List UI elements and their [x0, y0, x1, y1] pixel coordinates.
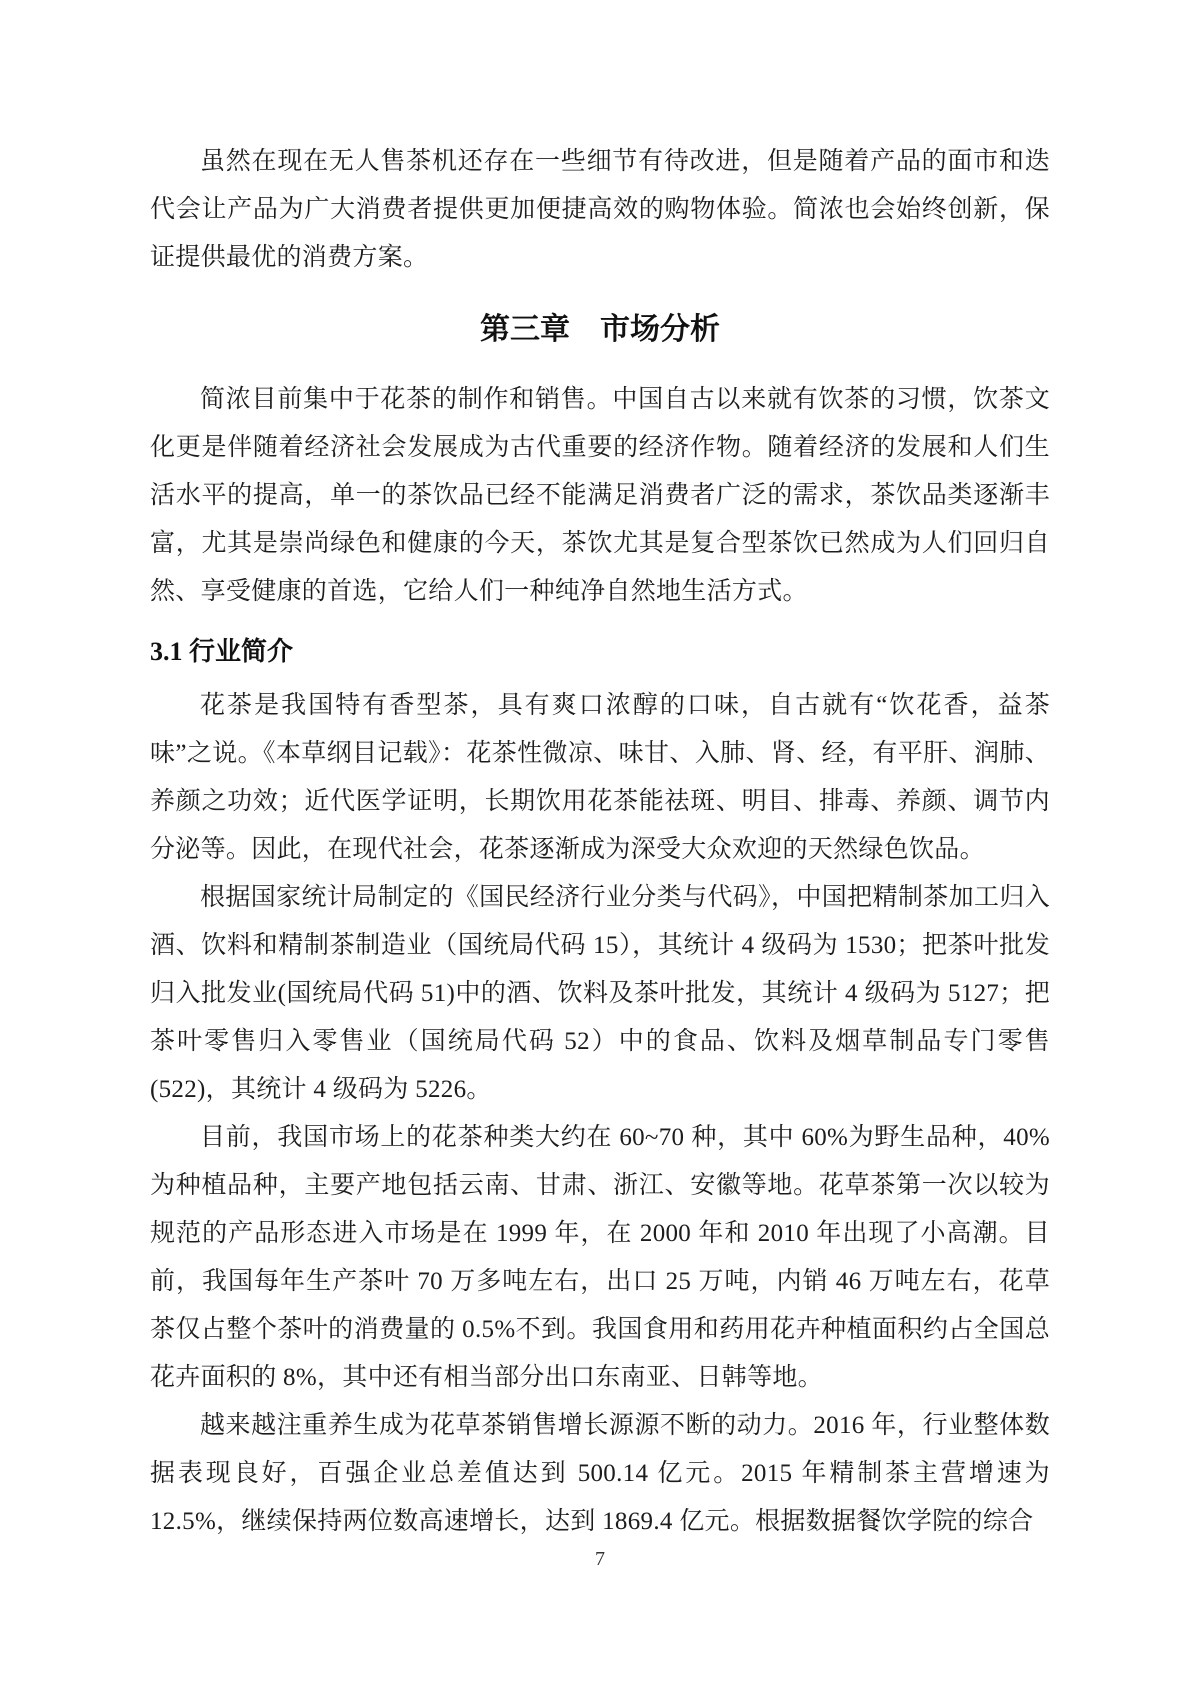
paragraph-chapter-intro: 简浓目前集中于花茶的制作和销售。中国自古以来就有饮茶的习惯，饮茶文化更是伴随着经济社会发展成为古代重要的经济作物。随着经济的发展和人们生活水平的提高，单一的茶饮品已经不能满足消费者广泛的需求，茶饮品类逐渐丰富，尤其是崇尚绿色和健康的今天，茶饮尤其是复合型茶饮已然成为人们回归自然、享受健康的首选，它给人们一种纯净自然地生活方式。 [150, 386, 1050, 605]
paragraph: 根据国家统计局制定的《国民经济行业分类与代码》，中国把精制茶加工归入酒、饮料和精制茶制造业（国统局代码 15），其统计 4 级码为 1530；把茶叶批发归入批发业(国统局代码 51)中的酒、饮料及茶叶批发，其统计 4 级码为 5127；把茶叶零售归入零售业（国统局代码 52）中的食品、饮料及烟草制品专门零售(522)，其统计 4 级码为 5226。 [150, 884, 1050, 1103]
paragraph: 花茶是我国特有香型茶，具有爽口浓醇的口味，自古就有“饮花香，益茶味”之说。《本草纲目记载》：花茶性微凉、味甘、入肺、肾、经，有平肝、润肺、养颜之功效；近代医学证明，长期饮用花茶能祛斑、明目、排毒、养颜、调节内分泌等。因此，在现代社会，花茶逐渐成为深受大众欢迎的天然绿色饮品。 [150, 692, 1050, 863]
paragraph: 目前，我国市场上的花茶种类大约在 60~70 种，其中 60%为野生品种，40%为种植品种，主要产地包括云南、甘肃、浙江、安徽等地。花草茶第一次以较为规范的产品形态进入市场是在 1999 年，在 2000 年和 2010 年出现了小高潮。目前，我国每年生产茶叶 70 万多吨左右，出口 25 万吨，内销 46 万吨左右，花草茶仅占整个茶叶的消费量的 0.5%不到。我国食用和药用花卉种植面积约占全国总花卉面积的 8%，其中还有相当部分出口东南亚、日韩等地。 [150, 1124, 1050, 1391]
section-heading: 3.1 行业简介 [150, 637, 294, 666]
page-number: 7 [595, 1548, 605, 1570]
paragraph-intro: 虽然在现在无人售茶机还存在一些细节有待改进，但是随着产品的面市和迭代会让产品为广大消费者提供更加便捷高效的购物体验。简浓也会始终创新，保证提供最优的消费方案。 [150, 148, 1050, 271]
chapter-heading: 第三章 市场分析 [480, 313, 720, 346]
paragraph: 越来越注重养生成为花草茶销售增长源源不断的动力。2016 年，行业整体数据表现良好，百强企业总差值达到 500.14 亿元。2015 年精制茶主营增速为 12.5%，继续保持两位数高速增长，达到 1869.4 亿元。根据数据餐饮学院的综合 [150, 1412, 1050, 1535]
